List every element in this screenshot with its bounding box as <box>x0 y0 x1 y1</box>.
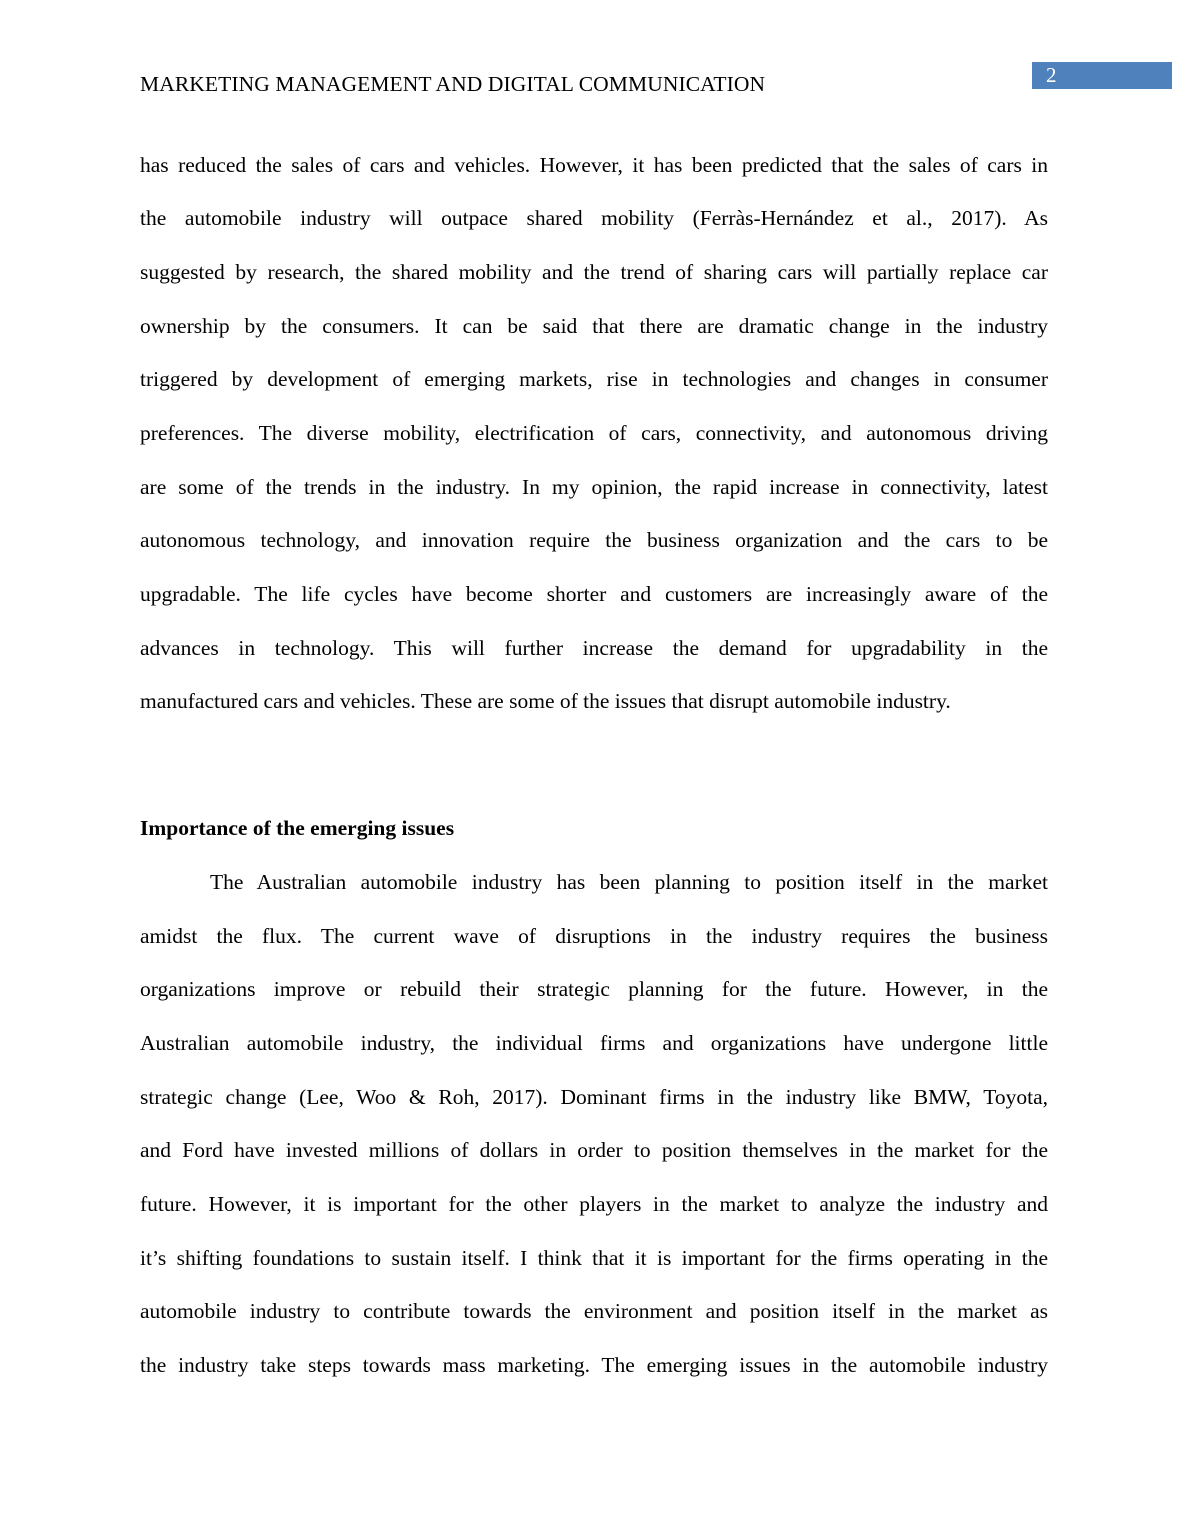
text-line: preferences. The diverse mobility, electrification of cars, connectivity, and autonomous driving <box>140 421 1048 445</box>
text-line: future. However, it is important for the other players in the market to analyze the industry and <box>140 1192 1048 1216</box>
text-line: automobile industry to contribute towards the environment and position itself in the market as <box>140 1299 1048 1323</box>
text-line: and Ford have invested millions of dollars in order to position themselves in the market for the <box>140 1138 1048 1162</box>
page-number: 2 <box>1046 63 1057 87</box>
text-line: The Australian automobile industry has been planning to position itself in the market <box>210 870 1048 894</box>
text-line: strategic change (Lee, Woo & Roh, 2017). Dominant firms in the industry like BMW, Toyota, <box>140 1085 1048 1109</box>
text-line: the automobile industry will outpace shared mobility (Ferràs-Hernández et al., 2017). As <box>140 206 1048 230</box>
text-line: organizations improve or rebuild their strategic planning for the future. However, in the <box>140 977 1048 1001</box>
text-line: triggered by development of emerging markets, rise in technologies and changes in consumer <box>140 367 1048 391</box>
text-line: it’s shifting foundations to sustain itself. I think that it is important for the firms operating in the <box>140 1246 1048 1270</box>
text-line: Australian automobile industry, the individual firms and organizations have undergone little <box>140 1031 1048 1055</box>
text-line: manufactured cars and vehicles. These are some of the issues that disrupt automobile industry. <box>140 689 951 713</box>
text-line: the industry take steps towards mass marketing. The emerging issues in the automobile industry <box>140 1353 1048 1377</box>
running-head: MARKETING MANAGEMENT AND DIGITAL COMMUNICATION <box>140 72 766 96</box>
text-line: ownership by the consumers. It can be said that there are dramatic change in the industry <box>140 314 1048 338</box>
page-number-badge <box>1032 62 1172 89</box>
text-line: amidst the flux. The current wave of disruptions in the industry requires the business <box>140 924 1048 948</box>
text-line: autonomous technology, and innovation require the business organization and the cars to be <box>140 528 1048 552</box>
text-line: advances in technology. This will further increase the demand for upgradability in the <box>140 636 1048 660</box>
text-line: are some of the trends in the industry. In my opinion, the rapid increase in connectivity, latest <box>140 475 1048 499</box>
text-line: has reduced the sales of cars and vehicles. However, it has been predicted that the sales of cars in <box>140 153 1048 177</box>
text-line: upgradable. The life cycles have become shorter and customers are increasingly aware of the <box>140 582 1048 606</box>
section-heading: Importance of the emerging issues <box>140 816 455 840</box>
text-line: suggested by research, the shared mobility and the trend of sharing cars will partially replace car <box>140 260 1048 284</box>
